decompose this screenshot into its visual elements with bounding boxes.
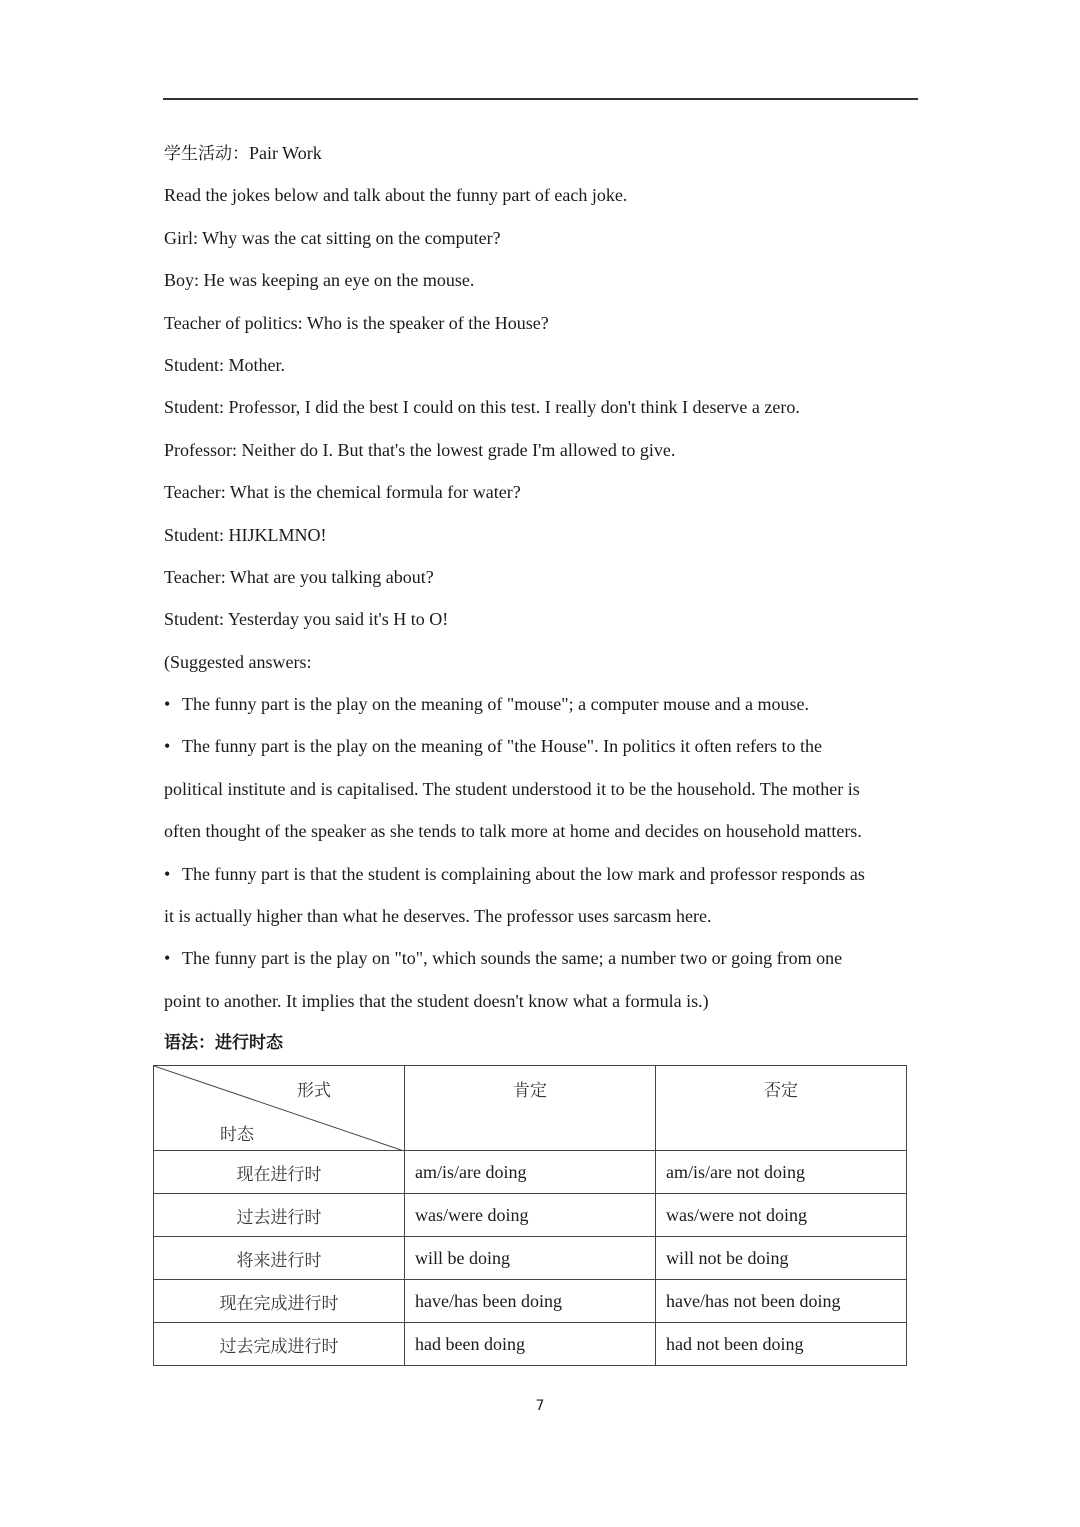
header-tense: 时态 [220,1125,254,1145]
joke-line: Teacher: What is the chemical formula for water? [164,482,521,503]
table-row [154,1280,907,1323]
joke-line: Student: Mother. [164,354,285,375]
joke-line: Teacher: What are you talking about? [164,566,434,587]
tense-cell: 过去进行时 [154,1194,405,1237]
joke-line: Student: Yesterday you said it's H to O! [164,609,449,630]
instruction: Read the jokes below and talk about the funny part of each joke. [164,185,628,206]
answer-continuation: often thought of the speaker as she tends to talk more at home and decides on household matters. [164,821,862,842]
negative-cell: have/has not been doing [656,1280,907,1323]
tense-cell: 将来进行时 [154,1237,405,1280]
bullet-icon: • [164,863,171,884]
bullet-icon: • [164,736,171,757]
grammar-table [153,1065,907,1366]
activity-label: 学生活动： [164,144,249,164]
joke-line: Girl: Why was the cat sitting on the computer? [164,227,501,248]
header-negative: 否定 [656,1066,907,1151]
table-row [154,1237,907,1280]
header-affirmative: 肯定 [405,1066,656,1151]
bullet-icon: • [164,694,171,715]
affirmative-cell: will be doing [405,1237,656,1280]
tense-cell: 现在进行时 [154,1151,405,1194]
affirmative-cell: have/has been doing [405,1280,656,1323]
negative-cell: was/were not doing [656,1194,907,1237]
answer-continuation: it is actually higher than what he deserves. The professor uses sarcasm here. [164,906,712,927]
table-header-row [154,1066,907,1151]
activity-heading [164,132,912,174]
affirmative-cell: am/is/are doing [405,1151,656,1194]
negative-cell: will not be doing [656,1237,907,1280]
answer-text: The funny part is that the student is complaining about the low mark and professor responds as [182,863,865,884]
diagonal-line [154,1066,404,1151]
diagonal-header-cell [154,1066,405,1151]
answer-bullet-line [164,853,912,895]
answers-intro: (Suggested answers: [164,651,312,672]
header-rule [163,98,918,100]
answer-bullet-line [164,683,912,725]
answer-text: The funny part is the play on the meaning of "mouse"; a computer mouse and a mouse. [182,694,810,715]
joke-line: Boy: He was keeping an eye on the mouse. [164,270,475,291]
affirmative-cell: was/were doing [405,1194,656,1237]
tense-cell: 现在完成进行时 [154,1280,405,1323]
bullet-icon: • [164,948,171,969]
answer-continuation: political institute and is capitalised. The student understood it to be the household. The mother is [164,778,860,799]
activity-title: Pair Work [249,143,322,163]
affirmative-cell: had been doing [405,1323,656,1366]
page-number: 7 [535,1398,545,1414]
answer-bullet-line [164,937,912,979]
table-row [154,1194,907,1237]
answer-text: The funny part is the play on "to", which sounds the same; a number two or going from one [182,948,843,969]
page-body [164,132,912,1065]
table-row [154,1323,907,1366]
table-row [154,1151,907,1194]
grammar-heading: 语法：进行时态 [164,1033,283,1054]
answer-bullet-line [164,725,912,767]
joke-line: Professor: Neither do I. But that's the lowest grade I'm allowed to give. [164,439,676,460]
joke-line: Student: Professor, I did the best I could on this test. I really don't think I deserve a zero. [164,397,800,418]
answer-continuation: point to another. It implies that the student doesn't know what a formula is.) [164,990,709,1011]
joke-line: Teacher of politics: Who is the speaker of the House? [164,312,549,333]
header-form: 形式 [297,1081,331,1101]
answer-text: The funny part is the play on the meaning of "the House". In politics it often refers to the [182,736,823,757]
tense-cell: 过去完成进行时 [154,1323,405,1366]
joke-line: Student: HIJKLMNO! [164,524,327,545]
negative-cell: am/is/are not doing [656,1151,907,1194]
negative-cell: had not been doing [656,1323,907,1366]
